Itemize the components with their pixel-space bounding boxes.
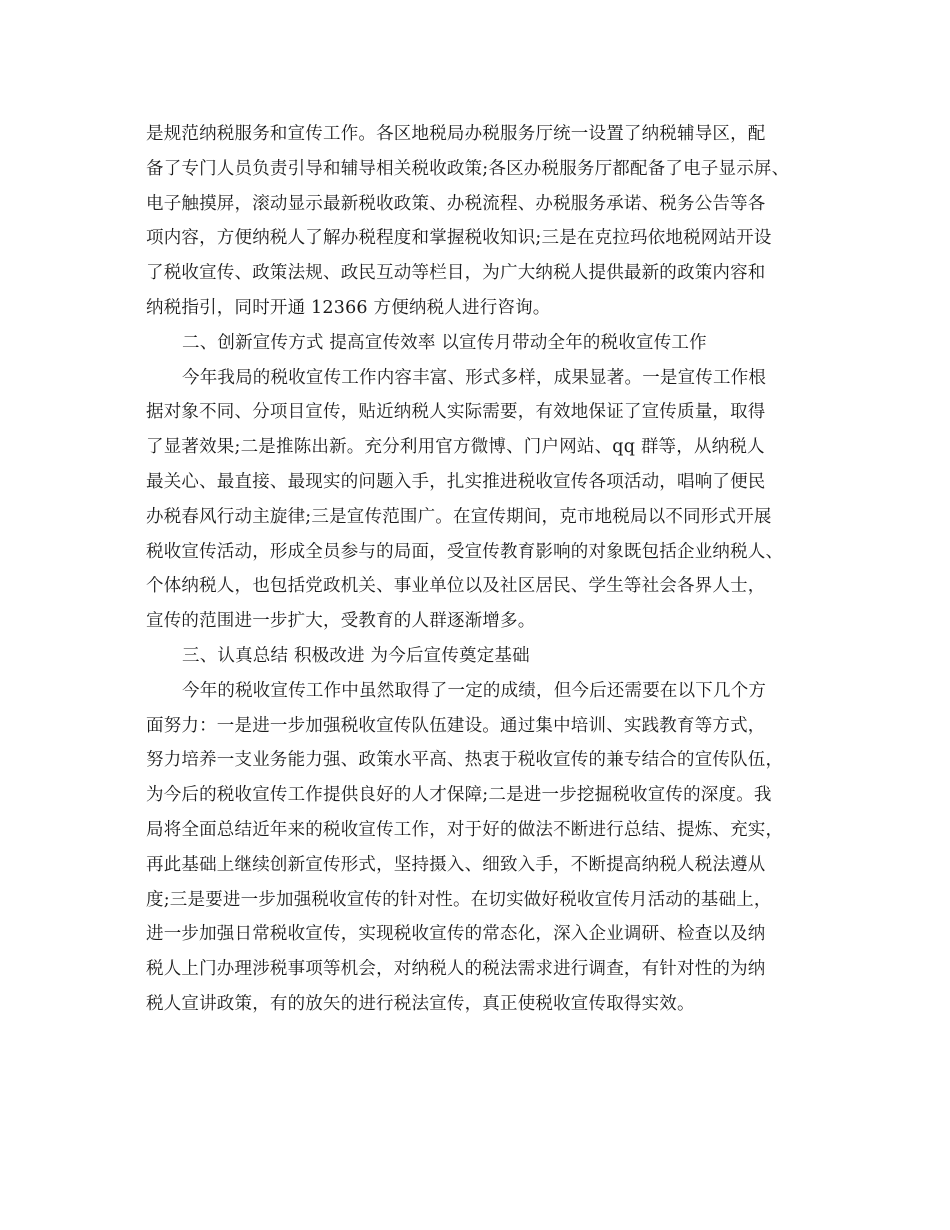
- paragraph-line: 是规范纳税服务和宣传工作。各区地税局办税服务厅统一设置了纳税辅导区，配: [146, 124, 766, 144]
- paragraph-line: 了税收宣传、政策法规、政民互动等栏目，为广大纳税人提供最新的政策内容和: [146, 263, 766, 284]
- paragraph-line: 税人宣讲政策，有的放矢的进行税法宣传，真正使税收宣传取得实效。: [146, 993, 695, 1014]
- paragraph-line: 税人上门办理涉税事项等机会，对纳税人的税法需求进行调查，有针对性的为纳: [146, 959, 766, 980]
- paragraph-line: 努力培养一支业务能力强、政策水平高、热衷于税收宣传的兼专结合的宣传队伍，: [146, 750, 784, 771]
- document-body: [146, 117, 836, 1022]
- paragraph-line: 办税春风行动主旋律;三是宣传范围广。在宣传期间，克市地税局以不同形式开展: [146, 506, 772, 527]
- paragraph-line: 为今后的税收宣传工作提供良好的人才保障;二是进一步挖掘税收宣传的深度。我: [146, 785, 772, 806]
- section-heading: 三、认真总结 积极改进 为今后宣传奠定基础: [182, 645, 530, 666]
- paragraph-line: 备了专门人员负责引导和辅导相关税收政策;各区办税服务厅都配备了电子显示屏、: [146, 158, 790, 179]
- paragraph-line: 再此基础上继续创新宣传形式，坚持摄入、细致入手，不断提高纳税人税法遵从: [146, 854, 766, 875]
- paragraph-line: 项内容，方便纳税人了解办税程度和掌握税收知识;三是在克拉玛依地税网站开设: [146, 228, 772, 249]
- paragraph-line: 今年的税收宣传工作中虽然取得了一定的成绩，但今后还需要在以下几个方: [182, 680, 767, 701]
- section-heading: 二、创新宣传方式 提高宣传效率 以宣传月带动全年的税收宣传工作: [182, 332, 707, 353]
- paragraph-line: 税收宣传活动，形成全员参与的局面，受宣传教育影响的对象既包括企业纳税人、: [146, 541, 784, 562]
- paragraph-line: 纳税指引，同时开通 12366 方便纳税人进行咨询。: [146, 297, 551, 318]
- paragraph-line: 面努力：一是进一步加强税收宣传队伍建设。通过集中培训、实践教育等方式，: [146, 715, 766, 736]
- paragraph-line: 今年我局的税收宣传工作内容丰富、形式多样，成果显著。一是宣传工作根: [182, 367, 767, 388]
- paragraph-line: 度;三是要进一步加强税收宣传的针对性。在切实做好税收宣传月活动的基础上，: [146, 889, 772, 910]
- paragraph-line: 宣传的范围进一步扩大，受教育的人群逐渐增多。: [146, 611, 536, 632]
- paragraph-line: 最关心、最直接、最现实的问题入手，扎实推进税收宣传各项活动，唱响了便民: [146, 471, 766, 492]
- paragraph-line: 电子触摸屏，滚动显示最新税收政策、办税流程、办税服务承诺、税务公告等各: [146, 193, 766, 214]
- paragraph-line: 个体纳税人，也包括党政机关、事业单位以及社区居民、学生等社会各界人士，: [146, 576, 766, 597]
- paragraph-line: 进一步加强日常税收宣传，实现税收宣传的常态化，深入企业调研、检查以及纳: [146, 924, 766, 945]
- paragraph-line: 据对象不同、分项目宣传，贴近纳税人实际需要，有效地保证了宣传质量，取得: [146, 402, 766, 423]
- paragraph-line: 局将全面总结近年来的税收宣传工作，对于好的做法不断进行总结、提炼、充实，: [146, 819, 784, 840]
- paragraph-line: 了显著效果;二是推陈出新。充分利用官方微博、门户网站、qq 群等，从纳税人: [146, 437, 765, 458]
